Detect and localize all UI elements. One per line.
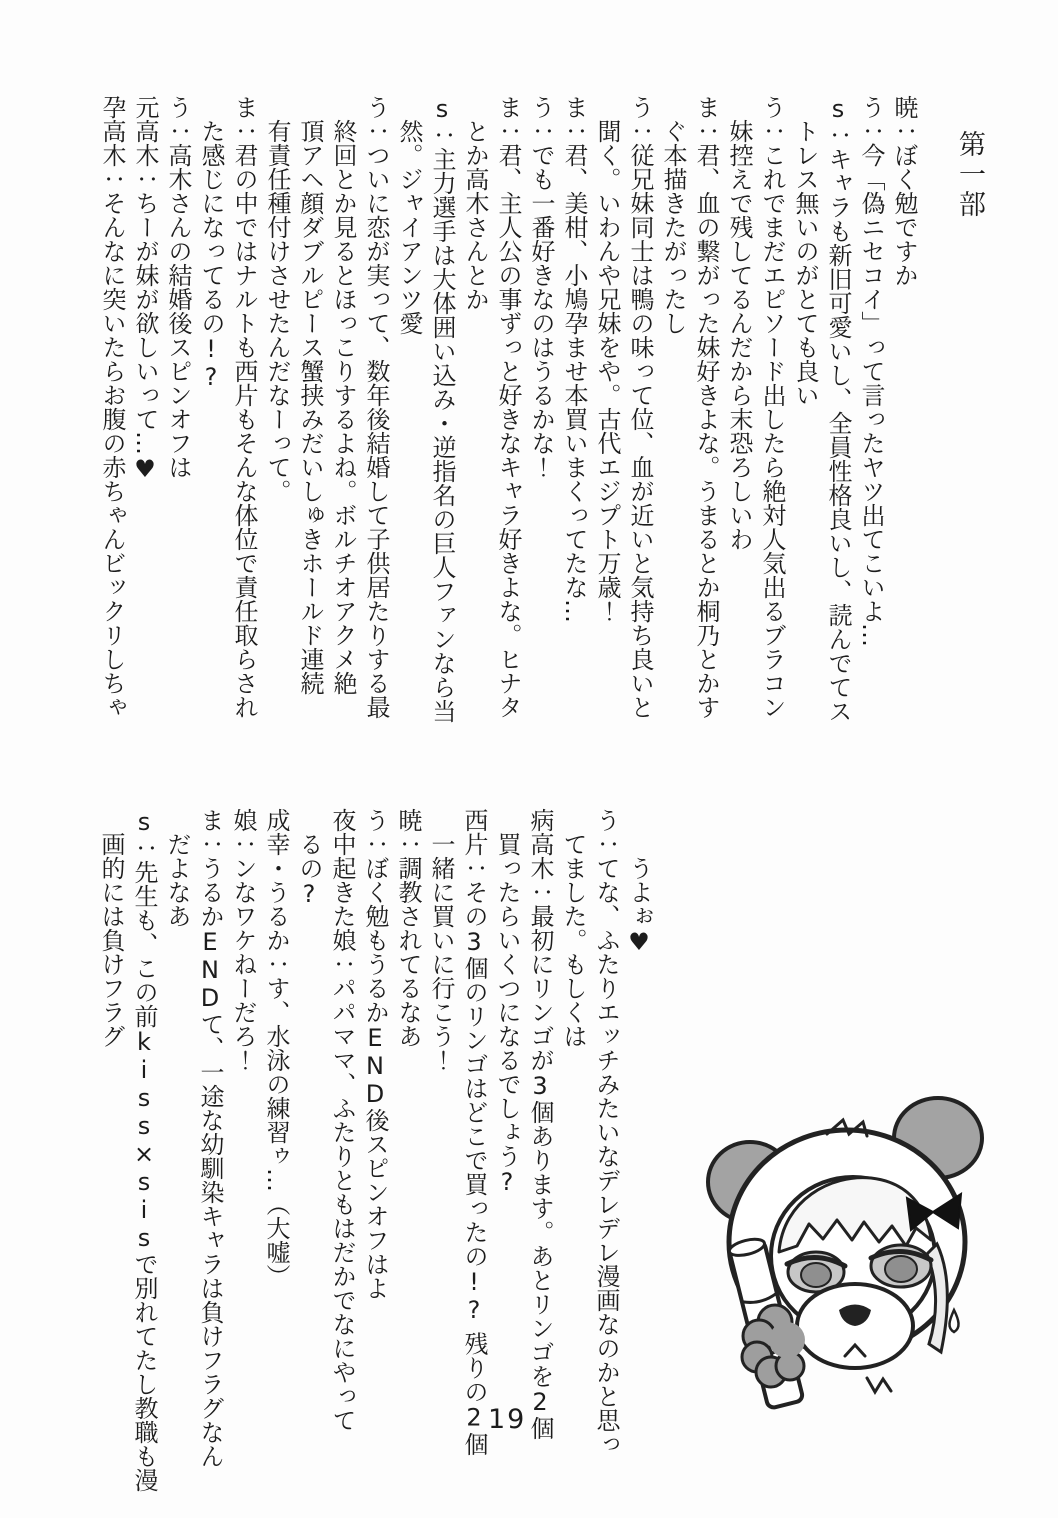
dialogue-line: ま：うるかENDて、一途な幼馴染キャラは負けフラグなん bbox=[196, 808, 224, 1468]
dialogue-section-bottom bbox=[94, 808, 655, 1492]
upright-latin-run: ? bbox=[295, 880, 323, 908]
dialogue-section-top bbox=[95, 95, 920, 750]
upright-latin-run: 2 bbox=[460, 1403, 488, 1432]
upright-latin-run: 3 bbox=[526, 1072, 554, 1100]
section-title: 第一部 bbox=[954, 130, 985, 220]
dialogue-line: う：でも一番好きなのはうるかな！ bbox=[527, 95, 555, 479]
dialogue-line: 元高木：ちーが妹が欲しいって…♥ bbox=[131, 95, 159, 483]
upright-latin-run: ? bbox=[493, 1168, 521, 1196]
eye-right-pupil bbox=[885, 1256, 917, 1282]
dialogue-line: 妹控えで残してるんだから末恐ろしいわ bbox=[725, 119, 753, 551]
dialogue-line: う：これでまだエピソード出したら絶対人気出るブラコン bbox=[758, 95, 786, 719]
dialogue-line: 画的には負けフラグ bbox=[97, 832, 125, 1048]
dialogue-line: 暁：調教されてるなあ bbox=[394, 808, 422, 1048]
dialogue-line: 病高木：最初にリンゴが3個あります。あとリンゴを2個 bbox=[526, 808, 554, 1440]
upright-latin-run: !? bbox=[197, 335, 225, 391]
upright-latin-run: 2 bbox=[526, 1388, 554, 1416]
dialogue-line: 頂アヘ顔ダブルピース蟹挟みだいしゅきホールド連続 bbox=[296, 119, 324, 695]
dialogue-line: 終回とか見るとほっこりするよね。ボルチオアクメ絶 bbox=[329, 119, 357, 695]
dialogue-line: 暁：ぼく勉ですか bbox=[890, 95, 918, 287]
panda-hood-girl-illustration bbox=[695, 1082, 995, 1412]
dialogue-line: s：先生も、この前kiss×sisで別れてたし教職も漫 bbox=[130, 808, 158, 1492]
dialogue-line: 夜中起きた娘：パパママ、ふたりともはだかでなにやって bbox=[328, 808, 356, 1432]
dialogue-line: た感じになってるの!? bbox=[197, 119, 225, 391]
dialogue-line: ま：君の中ではナルトも西片もそんな体位で責任取らされ bbox=[230, 95, 258, 719]
dialogue-line: ぐ本描きたがったし bbox=[659, 119, 687, 335]
dialogue-line: 然。ジャイアンツ愛 bbox=[395, 119, 423, 335]
dialogue-line: ま：君、血の繋がった妹好きよな。うまるとか桐乃とかす bbox=[692, 95, 720, 719]
dialogue-line: ま：君、主人公の事ずっと好きなキャラ好きよな。ヒナタ bbox=[494, 95, 522, 719]
dialogue-line: う：ついに恋が実って、数年後結婚して子供居たりする最 bbox=[362, 95, 390, 719]
page-number: 19 bbox=[488, 1404, 527, 1435]
dialogue-line: とか高木さんとか bbox=[461, 119, 489, 311]
dialogue-line: s：キャラも新旧可愛いし、全員性格良いし、読んでてス bbox=[824, 95, 852, 723]
dialogue-line: うよぉ♥ bbox=[625, 856, 653, 956]
dialogue-line: 有責任種付けさせたんだなーって。 bbox=[263, 119, 291, 503]
dialogue-line: う：ぼく勉もうるかEND後スピンオフはよ bbox=[361, 808, 389, 1300]
fur-tuft bbox=[867, 1378, 891, 1392]
dialogue-line: トレス無いのがとても良い bbox=[791, 119, 819, 407]
dialogue-line: 買ったらいくつになるでしょう? bbox=[493, 832, 521, 1196]
dialogue-line: う：従兄妹同士は鴨の味って位、血が近いと気持ち良いと bbox=[626, 95, 654, 719]
eye-left-pupil bbox=[801, 1263, 831, 1287]
dialogue-line: るの? bbox=[295, 832, 323, 908]
dialogue-line: だよなあ bbox=[163, 832, 191, 928]
upright-latin-run: s bbox=[428, 95, 456, 123]
sweat-drop bbox=[949, 1310, 958, 1332]
dialogue-line: う：今「偽ニセコイ」って言ったヤツ出てこいよ… bbox=[857, 95, 885, 647]
upright-latin-run: !? bbox=[460, 1268, 488, 1324]
upright-latin-run: kiss×sis bbox=[130, 1028, 158, 1252]
dialogue-line: ま：君、美柑、小鳩孕ませ本買いまくってたな… bbox=[560, 95, 588, 623]
dialogue-line: 成幸・うるか：す、水泳の練習ゥ…（大嘘） bbox=[262, 808, 290, 1288]
upright-latin-run: s bbox=[130, 808, 158, 836]
dialogue-line: 孕高木：そんなに突いたらお腹の赤ちゃんビックリしちゃ bbox=[98, 95, 126, 719]
upright-latin-run: 3 bbox=[460, 928, 488, 956]
upright-latin-run: END bbox=[196, 928, 224, 1012]
upright-latin-run: s bbox=[824, 95, 852, 123]
dialogue-line: う：高木さんの結婚後スピンオフは bbox=[164, 95, 192, 479]
dialogue-line: 一緒に買いに行こう！ bbox=[427, 832, 455, 1072]
dialogue-line: 聞く。いわんや兄妹をや。古代エジプト万歳！ bbox=[593, 119, 621, 623]
dialogue-line: 娘：ンなワケねーだろ！ bbox=[229, 808, 257, 1072]
panda-girl-bamboo-icon bbox=[695, 1082, 995, 1412]
dialogue-line: s：主力選手は大体囲い込み・逆指名の巨人ファンなら当 bbox=[428, 95, 456, 723]
dialogue-line: てました。もしくは bbox=[559, 832, 587, 1048]
upright-latin-run: END bbox=[361, 1024, 389, 1108]
dialogue-line: 西片：その3個のリンゴはどこで買ったの!? 残りの2個 bbox=[460, 808, 488, 1456]
dialogue-line: う：てな、ふたりエッチみたいなデレデレ漫画なのかと思っ bbox=[592, 808, 620, 1456]
